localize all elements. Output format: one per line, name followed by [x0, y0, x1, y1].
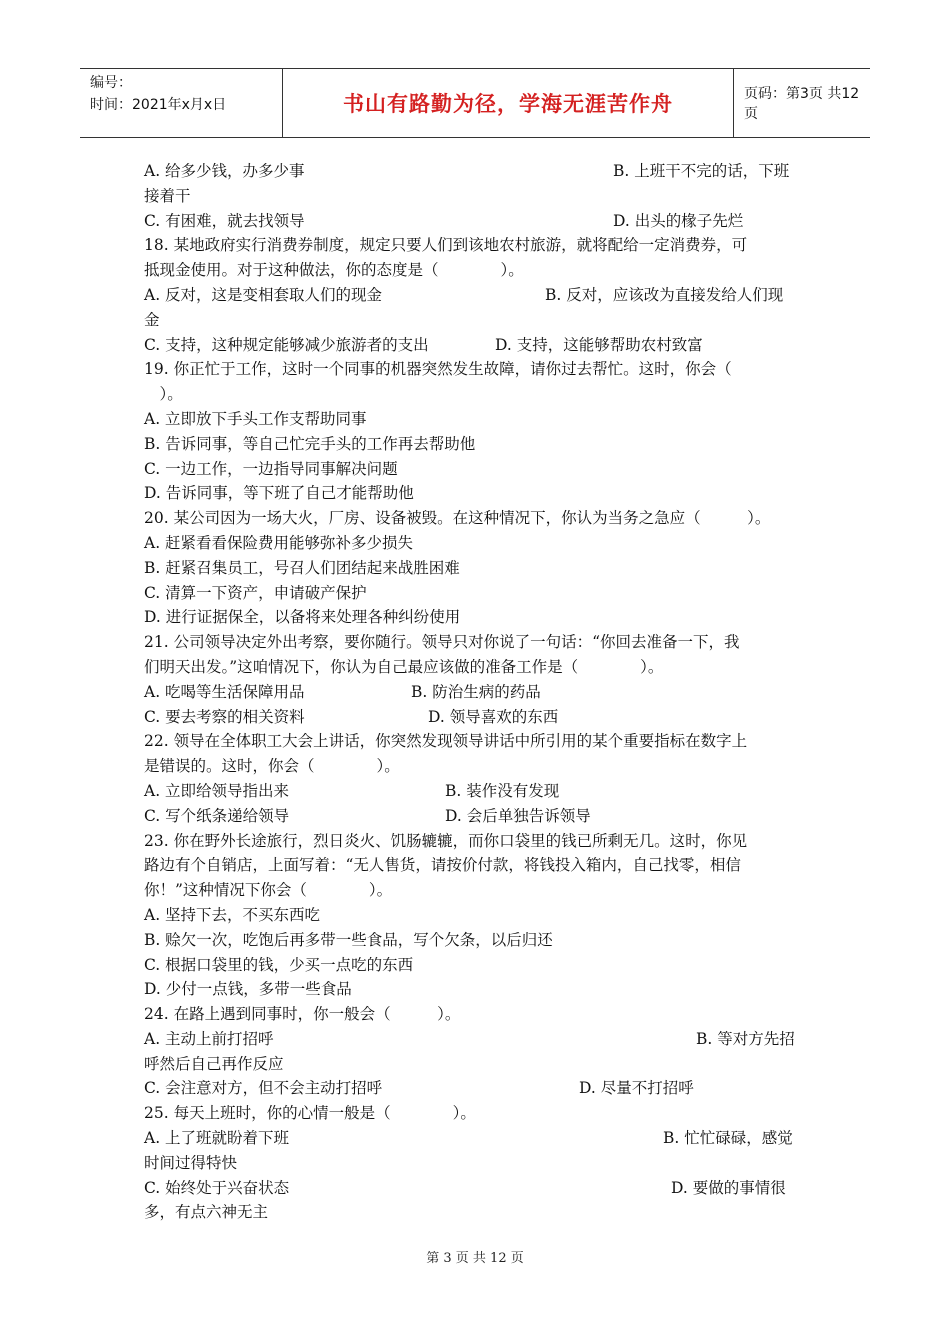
line-text: 23. 你在野外长途旅行，烈日炎火、饥肠辘辘，而你口袋里的钱已所剩无几。这时，你见: [144, 831, 748, 850]
text-line: [144, 605, 806, 630]
line-text: A. 反对，这是变相套取人们的现金: [144, 285, 383, 304]
line-text: B. 赊欠一次，吃饱后再多带一些食品，写个欠条，以后归还: [144, 930, 553, 949]
line-text: D. 进行证据保全，以备将来处理各种纠纷使用: [144, 608, 461, 627]
text-line: [144, 506, 806, 531]
line-text: 路边有个自销店，上面写着：“无人售货，请按价付款，将钱投入箱内，自己找零，相信: [144, 856, 741, 875]
line-option-right: B. 装作没有发现: [445, 781, 560, 800]
line-text: 接着干: [144, 186, 191, 205]
text-line: [144, 432, 806, 457]
line-text: A. 立即给领导指出来: [144, 781, 290, 800]
text-line: [144, 209, 806, 234]
line-option-right: D. 支持，这能够帮助农村致富: [495, 335, 703, 354]
text-line: [144, 1076, 806, 1101]
header-page-info: 页码：第3页 共12页: [744, 86, 860, 122]
line-text: 们明天出发。”这咱情况下，你认为自己最应该做的准备工作是（ ）。: [144, 657, 664, 676]
text-line: [144, 729, 806, 754]
text-line: [144, 903, 806, 928]
text-line: [144, 382, 806, 407]
line-option-right: D. 尽量不打招呼: [579, 1079, 694, 1098]
text-line: [144, 457, 806, 482]
line-text: D. 告诉同事，等下班了自己才能帮助他: [144, 484, 414, 503]
text-line: [144, 878, 806, 903]
line-text: C. 要去考察的相关资料: [144, 707, 305, 726]
header-meta: [80, 69, 282, 137]
line-text: 是错误的。这时，你会（ ）。: [144, 757, 400, 776]
text-line: [144, 1200, 806, 1225]
text-line: [144, 184, 806, 209]
line-option-right: D. 会后单独告诉领导: [445, 806, 591, 825]
line-option-right: D. 出头的椽子先烂: [613, 211, 744, 230]
text-line: [144, 655, 806, 680]
line-text: C. 支持，这种规定能够减少旅游者的支出: [144, 335, 429, 354]
text-line: [144, 928, 806, 953]
text-line: [144, 481, 806, 506]
line-option-right: B. 上班干不完的话，下班: [613, 162, 790, 180]
text-line: [144, 1052, 806, 1077]
text-line: [144, 258, 806, 283]
text-line: [144, 556, 806, 581]
line-text: 时间过得特快: [144, 1153, 238, 1172]
line-text: A. 赶紧看看保险费用能够弥补多少损失: [144, 533, 414, 552]
text-line: [144, 531, 806, 556]
line-text: C. 清算一下资产，申请破产保护: [144, 583, 367, 602]
line-option-right: B. 防治生病的药品: [411, 682, 541, 701]
line-text: A. 上了班就盼着下班: [144, 1129, 290, 1148]
line-text: 21. 公司领导决定外出考察，要你随行。领导只对你说了一句话：“你回去准备一下，我: [144, 633, 740, 652]
number-label: 编号：: [90, 75, 132, 91]
line-option-right: B. 忙忙碌碌，感觉: [663, 1129, 793, 1148]
line-text: B. 赶紧召集员工，号召人们团结起来战胜困难: [144, 558, 460, 577]
line-text: 24. 在路上遇到同事时，你一般会（ ）。: [144, 1005, 461, 1024]
text-line: [144, 308, 806, 333]
page-footer: 第 3 页 共 12 页: [426, 1251, 524, 1266]
line-text: A. 主动上前打招呼: [144, 1029, 274, 1048]
text-line: [144, 1101, 806, 1126]
line-text: C. 写个纸条递给领导: [144, 806, 290, 825]
text-line: [144, 680, 806, 705]
text-line: [144, 754, 806, 779]
date-label: 时间：2021年x月x日: [90, 97, 227, 113]
line-text: 25. 每天上班时，你的心情一般是（ ）。: [144, 1104, 476, 1123]
line-text: C. 会注意对方，但不会主动打招呼: [144, 1079, 383, 1098]
text-line: [144, 1176, 806, 1201]
document-body: [144, 159, 806, 1225]
line-text: C. 始终处于兴奋状态: [144, 1178, 290, 1197]
line-option-right: D. 领导喜欢的东西: [428, 707, 559, 726]
text-line: [144, 630, 806, 655]
text-line: [144, 705, 806, 730]
line-text: 你！”这种情况下你会（ ）。: [144, 881, 393, 900]
line-text: 金: [144, 310, 160, 329]
text-line: [144, 853, 806, 878]
text-line: [144, 829, 806, 854]
text-line: [144, 233, 806, 258]
page-header: [80, 68, 870, 138]
text-line: [144, 977, 806, 1002]
text-line: [144, 1027, 806, 1052]
line-text: 抵现金使用。对于这种做法，你的态度是（ ）。: [144, 261, 524, 280]
text-line: [144, 283, 806, 308]
line-option-right: B. 反对，应该改为直接发给人们现: [545, 285, 784, 304]
line-text: 18. 某地政府实行消费券制度，规定只要人们到该地农村旅游，就将配给一定消费券，可: [144, 236, 748, 255]
line-text: A. 坚持下去，不买东西吃: [144, 905, 321, 924]
line-text: A. 吃喝等生活保障用品: [144, 682, 305, 701]
line-text: ）。: [144, 385, 183, 404]
text-line: [144, 804, 806, 829]
line-text: C. 根据口袋里的钱，少买一点吃的东西: [144, 955, 414, 974]
text-line: [144, 333, 806, 358]
header-motto: 书山有路勤为径，学海无涯苦作舟: [282, 69, 734, 137]
line-text: C. 一边工作，一边指导同事解决问题: [144, 459, 398, 478]
text-line: [144, 1126, 806, 1151]
line-text: D. 少付一点钱，多带一些食品: [144, 980, 352, 999]
line-text: 20. 某公司因为一场大火，厂房、设备被毁。在这种情况下，你认为当务之急应（ ）。: [144, 509, 771, 528]
text-line: [144, 779, 806, 804]
text-line: [144, 581, 806, 606]
line-text: A. 立即放下手头工作支帮助同事: [144, 409, 367, 428]
line-text: A. 给多少钱，办多少事: [144, 162, 305, 180]
line-text: 22. 领导在全体职工大会上讲话，你突然发现领导讲话中所引用的某个重要指标在数字上: [144, 732, 748, 751]
line-text: 19. 你正忙于工作，这时一个同事的机器突然发生故障，请你过去帮忙。这时，你会（: [144, 360, 732, 379]
text-line: [144, 1151, 806, 1176]
text-line: [144, 1002, 806, 1027]
text-line: [144, 357, 806, 382]
text-line: [144, 407, 806, 432]
text-line: [144, 953, 806, 978]
line-text: B. 告诉同事，等自己忙完手头的工作再去帮助他: [144, 434, 476, 453]
text-line: [144, 159, 806, 184]
line-text: 多，有点六神无主: [144, 1203, 269, 1222]
line-text: 呼然后自己再作反应: [144, 1054, 284, 1073]
line-text: C. 有困难，就去找领导: [144, 211, 305, 230]
line-option-right: B. 等对方先招: [696, 1029, 795, 1048]
line-option-right: D. 要做的事情很: [671, 1178, 786, 1197]
